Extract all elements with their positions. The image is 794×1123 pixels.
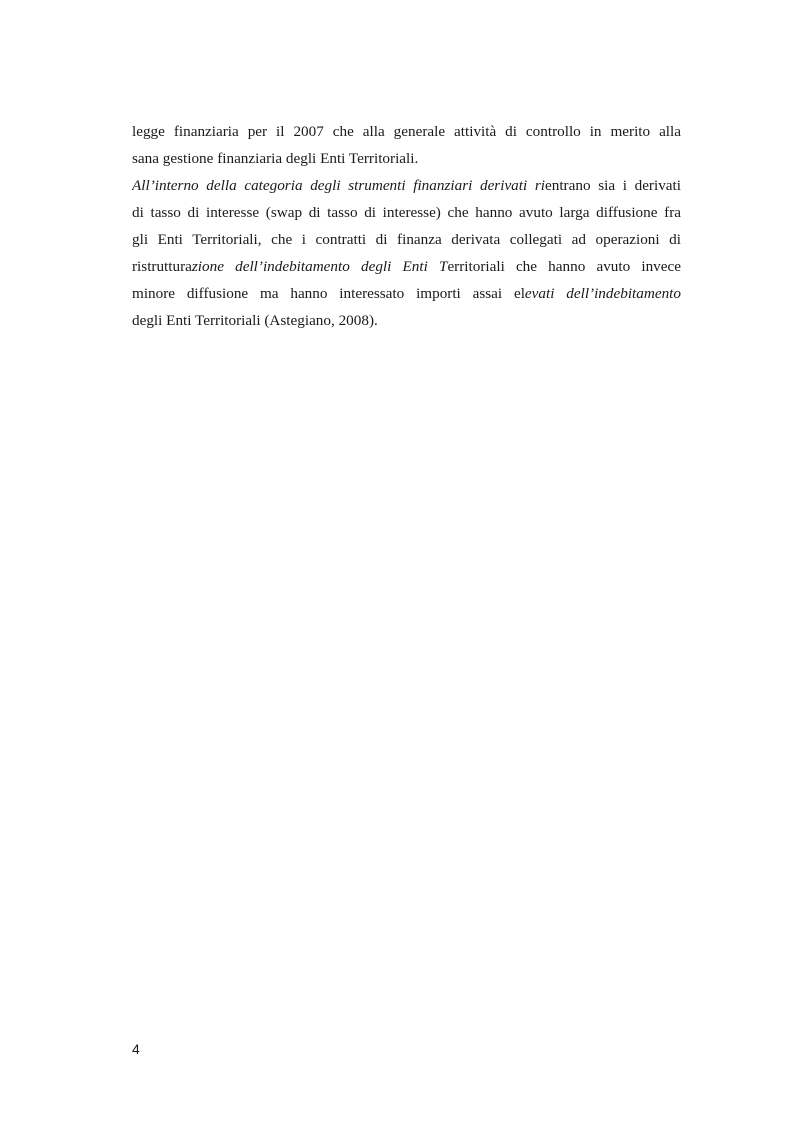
text-line-6 (132, 253, 681, 280)
text-run: minore diffusione ma hanno interessato importi assai el (132, 285, 525, 302)
text-run: ristruttura (132, 258, 192, 275)
text-run: sana gestione finanziaria degli Enti Territoriali. (132, 150, 419, 167)
text-run: di tasso di interesse (swap di tasso di interesse) che hanno avuto larga diffusione fra (132, 204, 681, 221)
text-run: gli Enti Territoriali, che i contratti di finanza derivata collegati ad operazioni di (132, 231, 681, 248)
text-line-2 (132, 145, 681, 172)
text-run: legge finanziaria per il 2007 che alla generale attività di controllo in merito alla (132, 123, 681, 140)
text-line-7 (132, 280, 681, 307)
page-number: 4 (132, 1041, 140, 1057)
italic-text-run: evati dell’indebitamento (524, 285, 681, 302)
body-paragraphs (132, 118, 681, 334)
text-line-3 (132, 172, 681, 199)
italic-text-run: All’interno della categoria degli strumenti finanziari derivati ri (132, 177, 545, 194)
text-run: erritoriali che hanno avuto invece (447, 258, 681, 275)
text-run: entrano sia i derivati (545, 177, 681, 194)
text-line-5 (132, 226, 681, 253)
text-line-1 (132, 118, 681, 145)
text-run: degli Enti Territoriali (Astegiano, 2008). (132, 312, 378, 329)
text-line-8 (132, 307, 681, 334)
italic-text-run: zione dell’indebitamento degli Enti T (191, 258, 448, 275)
text-line-4 (132, 199, 681, 226)
